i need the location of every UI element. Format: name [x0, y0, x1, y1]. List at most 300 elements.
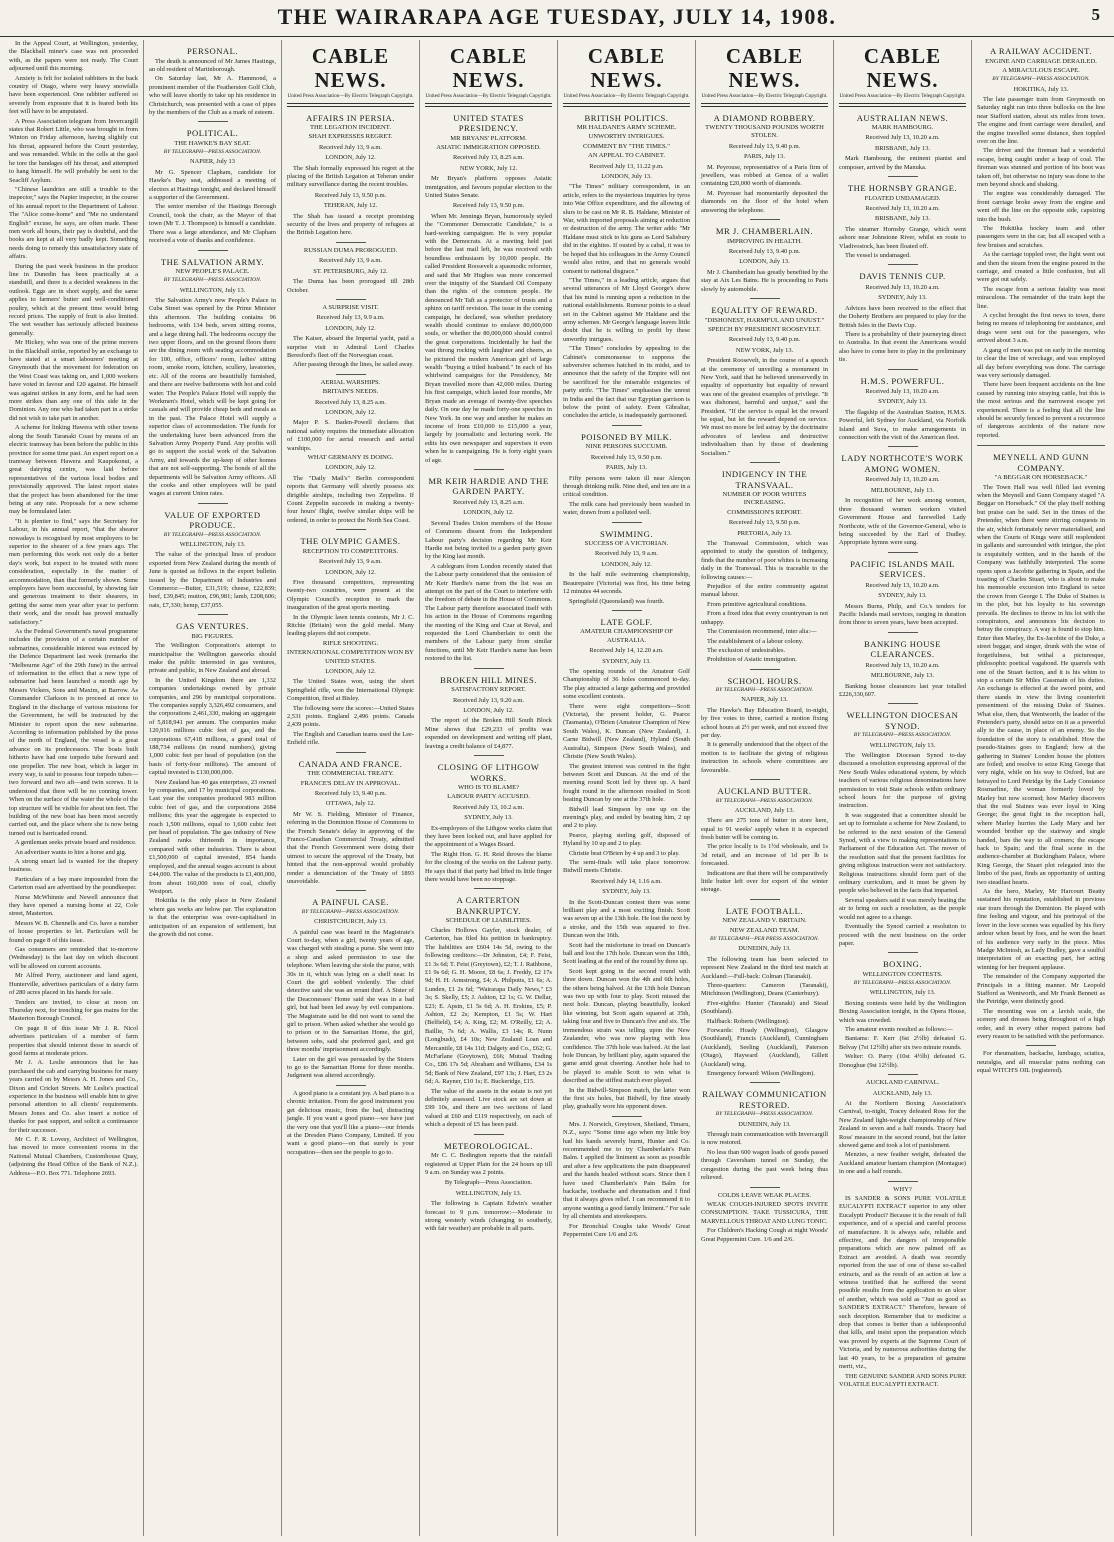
- article-divider: [888, 952, 918, 953]
- section-heading: CLOSING OF LITHGOW WORKS.: [437, 762, 540, 783]
- article-paragraph: M. Peyrouse had momentarily deposited the diamonds on the floor of the hotel when answering the telephone.: [701, 189, 828, 214]
- dateline: WELLINGTON, July 13.: [455, 1189, 522, 1197]
- article-divider: [612, 425, 642, 426]
- dateline: SYDNEY, July 13.: [878, 398, 927, 406]
- article-paragraph: The greatest interest was centred in the fight between Scott and Duncan. At the end of the morning round Scott led by three up. A hard fought round in the afternoon resulted in Scott beating Duncan by one at the 37th hole.: [563, 762, 690, 804]
- article-paragraph: The English and Canadian teams used the Lee-Enfield rifle.: [287, 730, 414, 747]
- dateline: NAPIER, July 13.: [741, 696, 788, 704]
- dateline: LONDON, July 12.: [325, 324, 376, 332]
- dateline: NEW YORK, July 12.: [459, 164, 518, 172]
- section-heading: BANKING HOUSE CLEARANCES.: [864, 638, 941, 660]
- article-paragraph: M. Peyrouse, representative of a Paris firm of jewellers, was robbed at Genoa of a wallet containing £20,000 worth of diamonds.: [701, 163, 828, 188]
- sub-heading: MR BRYANS' PLATFORM.: [450, 134, 527, 142]
- sub-heading: RIFLE SHOOTING.: [322, 639, 379, 647]
- article-divider: [612, 610, 642, 611]
- sub-heading: RECEPTION TO COMPETITORS.: [302, 547, 399, 555]
- section-heading: LADY NORTHCOTE'S WORK AMONG WOMEN.: [841, 453, 964, 474]
- article-divider: [336, 374, 366, 375]
- section-heading: H.M.S. POWERFUL.: [860, 375, 945, 386]
- article-paragraph: The senior member of the Hastings Borough Council, took the chair, as the Mayor of that town (Mr T. J. Thompson) is himself a candidate. There was a large attendance, and Mr Clapham received a vote of thanks and confidence.: [149, 203, 276, 245]
- sub-heading: RUSSIAN DUMA PROROGUED.: [303, 246, 398, 254]
- telegraph-credit: BY TELEGRAPH—PRESS ASSOCIATION.: [715, 687, 814, 694]
- section-heading: AUSTRALIAN NEWS.: [856, 112, 949, 123]
- article-paragraph: The Hawke's Bay Education Board, to-night, by five votes to three, carried a motion fixing school hours at 2½ per week, and not exceed five per day.: [701, 706, 828, 740]
- article-paragraph: As the carriage toppled over, the light went out and then the steam from the engine poured in the carriage, and created a little confusion, but all were got out safely.: [977, 251, 1105, 284]
- dateline: LONDON, July 13.: [601, 173, 652, 181]
- article-divider: [750, 669, 780, 670]
- dateline: Received July 13, 9.50 p.m.: [452, 202, 525, 210]
- article-paragraph: As the Federal Government's naval programme includes the provision of a certain number of submarines, considerable interest was evinced by the Defence Department last week (remarks the "Melbourne Age" of the 29th June) in the arrival of information to the effect that a new type of submarine had been launched a month ago by Messrs Vickers, Sons and Maxim, at Barrow. As Commander Clarkson is to proceed at once to England in the discharge of various missions for the Government, he will be instructed by the Minister to report upon the new submarine. According to information published by the press of the north of England, the vessel is a great advance on its predecessors. The boats built hitherto have had one torpedo tube forward and one propeller. The new boat, which is larger in every way, is said to possess four torpedo tubes—two forward and two aft—and twin screws. It is understood that there will be no conning tower. When on the surface of the water the whole of the top structure will be visible for about ten feet. The building of the new boat has been most secretly carried out, and the place where she is now being turned out is barricaded round.: [9, 628, 138, 837]
- section-heading: BOXING.: [882, 959, 923, 970]
- article-divider: [1026, 1045, 1056, 1046]
- double-rule: [701, 103, 828, 107]
- article-paragraph: The following team has been selected to represent New Zealand in the third test match at Auckland:—Full-back: Colman (Taranaki).: [701, 955, 828, 980]
- dateline: Received July 13, 10.20 a.m.: [865, 283, 940, 291]
- article-paragraph: The amateur events resulted as follows:—: [845, 1026, 953, 1034]
- article-paragraph: A Press Association telegram from Invercargill states that Robert Little, who was brought in from Winton on Friday afternoon, having slightly cut his throat, appeared before the Court yesterday, and was remanded. While in the cells at the gaol he tore the bandages off his throat, and attempted to hang himself. He will probably be sent to the Seacliff Asylum.: [9, 117, 138, 184]
- article-paragraph: After passing through the lines, he sailed away.: [293, 361, 414, 369]
- section-heading: MEYNELL AND GUNN COMPANY.: [993, 452, 1089, 473]
- article-divider: [336, 529, 366, 530]
- article-divider: [612, 522, 642, 523]
- article-paragraph: The exclusion of undesirables.: [707, 646, 786, 654]
- dateline: MELBOURNE, July 13.: [870, 486, 935, 494]
- article-divider: [977, 445, 1105, 446]
- double-rule: [839, 103, 966, 107]
- sub-heading: "DISHONEST, HARMFUL AND UNJUST.": [704, 316, 825, 324]
- telegraph-credit: BY TELEGRAPH—PRESS ASSOCIATION.: [163, 277, 262, 284]
- article-divider: [474, 469, 504, 470]
- cable-news-heading: CABLE NEWS.: [587, 44, 666, 92]
- article-paragraph: The Hokitika hockey team and other passengers were in the car, but all escaped with a few bruises and scratches.: [977, 225, 1105, 249]
- dateline: Received July 13, 9.9 a.m.: [316, 314, 385, 322]
- article-paragraph: The establishment of a labour colony.: [707, 637, 804, 645]
- dateline: Received July 14, 12.20 a.m.: [589, 647, 664, 655]
- article-paragraph: Bidwill lead Simpson by one up on the morning's play, and ended by beating him, 2 up and 2 to play.: [563, 805, 690, 830]
- section-heading: A RAILWAY ACCIDENT.: [990, 46, 1092, 56]
- dateline: AUCKLAND, July 13.: [734, 806, 795, 814]
- article-paragraph: In the United Kingdom there are 1,332 companies undertakings owned by private companies, and 296 by municipal corporations. The companies supply 3,326,492 consumers, and the corporations 2,461,330, making an aggregate of 5,818,941 per annum. The companies make 120,916 millions cubic feet of gas, and the corporations 67,418 millions, a grand total of 188,734 millions (in round numbers), giving 1,000 cubic feet per head of population (on the basis of forty-four millions). The amount of capital invested is £130,000,000.: [149, 676, 276, 777]
- article-paragraph: Banking house clearances last year totalled £226,330,607.: [839, 682, 966, 698]
- section-heading: VALUE OF EXPORTED PRODUCE.: [164, 509, 261, 531]
- article-paragraph: "It is plentier to find," says the Secretary for Labour, in his annual report, "that the shearer nowadays is recognised by most employers to be superior to the shearer of a few years ago. The men performing this work not only do a better day's work, but expect to be treated with more consideration, especially in the matter of accommodation, than that formerly shown. Some employers have been successful, by showing fair and generous treatment to their shearers, in getting the same men year after year to perform their work, and the result has proved mutually satisfactory.": [9, 517, 138, 626]
- article-paragraph: No less than 600 wagon loads of goods passed through Caversham tunnel on Sunday, the congestion during the past week being thus relieved.: [701, 1148, 828, 1182]
- article-paragraph: Mr W. S. Fielding, Minister of Finance, referring in the Dominion House of Commons to the French Senate's delay in approving of the Franco-Canadian Commercial Treaty, admitted that the French Government were doing their utmost to secure the approval of the Treaty, but hinted that the non-approval would probably render a denunciation of the Treaty of 1893 unavoidable.: [287, 810, 414, 886]
- section-heading: DAVIS TENNIS CUP.: [859, 271, 946, 282]
- article-paragraph: "Chinese laundries are still a trouble to the inspector," says the Napier inspector, in the course of his annual report to the Department of Labour. The "Alice come-home" and "Me no understand English" excuse, he says, are often made. These men work all hours, their pay is doubtful, and the books are kept at all very badly kept. Something needs doing to remedy this unsatisfactory state of affairs.: [9, 185, 138, 261]
- article-divider: [474, 888, 504, 889]
- article-paragraph: For Children's Hacking Cough at night Woods' Great Peppermint Cure. 1/6 and 2/6.: [701, 1227, 828, 1243]
- press-credit-line: United Press Association—By Electric Telegraph Copyright.: [287, 93, 414, 99]
- dateline: Received July 13, 9.50 p.m.: [314, 191, 387, 199]
- article-paragraph: Fifty persons were taken ill near Alençon through drinking milk. Nine died, and ten are in a critical condition.: [563, 474, 690, 499]
- article-paragraph: From primitive agricultural conditions.: [707, 600, 807, 608]
- article-paragraph: The "Daily Mail's" Berlin correspondent reports that Germany will shortly possess six dirigible airships, including two Zeppelins. If Count Zeppelin succeeds in making a twenty-four hours' flight, twelve similar ships will be ordered, in order to protect the North Sea Coast.: [287, 474, 414, 524]
- dateline: Received July 13, 11.22 p.m.: [589, 162, 664, 170]
- dateline: WELLINGTON, July 13.: [869, 741, 936, 749]
- article-paragraph: In the Appeal Court, at Wellington, yesterday, the Blackball miner's case was not proceeded with, as the papers were not ready. The Court adjourned until this morning.: [9, 40, 138, 73]
- article-paragraph: The opening rounds of the Amateur Golf Championship of 36 holes commenced to-day. The play attracted a large gathering and provided some excellent contests.: [563, 668, 690, 701]
- article-divider: [750, 1082, 780, 1083]
- article-divider: [888, 703, 918, 704]
- article-paragraph: Scott had the misfortune to tread on Duncan's ball and lost the 17th hole. Duncan won the 18th, Scott leading at the end of the round by three up.: [563, 941, 690, 966]
- news-column-5: [558, 40, 696, 1536]
- sub-heading: NUMBER OF POOR WHITES INCREASING.: [722, 491, 807, 507]
- article-paragraph: There have been frequent accidents on the line caused by running into straying cattle, but this is the most serious and the narrowest escape yet experienced. There is a feeling that all the line should be securely fenced to prevent a recurrence of dangerous accidents of the nature now reported.: [977, 381, 1105, 439]
- dateline: PRETORIA, July 13.: [737, 529, 792, 537]
- sub-heading: THE COMMERCIAL TREATY.: [307, 770, 394, 778]
- double-rule: [287, 103, 414, 107]
- article-paragraph: Later on the girl was persuaded by the Sisters to go to the Samaritan Home for three months. Judgment was altered accordingly.: [287, 1055, 414, 1080]
- dateline: Received July 13, 9.50 p.m.: [728, 519, 801, 527]
- dateline: Received July 13, 10.20 a.m.: [865, 581, 940, 589]
- section-heading: WELLINGTON DIOCESAN SYNOD.: [846, 710, 959, 731]
- article-paragraph: Several Trades Union members of the House of Commons dissent from the Independent Labour party's decision regarding Mr Keir Hardie not being invited to a garden party given by the King last month.: [425, 519, 552, 561]
- section-heading: A DIAMOND ROBBERY.: [713, 112, 816, 123]
- article-paragraph: A gentleman seeks private board and residence.: [15, 839, 137, 847]
- section-heading: INDIGENCY IN THE TRANSVAAL.: [721, 469, 808, 490]
- dateline: Received July 13, 8.25 a.m.: [453, 154, 524, 162]
- article-paragraph: A scheme for linking Hawera with other towns along the South Taranaki Coast by means of an electric tramway has been before the public in this province for some time past. An expert report on a tramway between Hawera and Kaupokonui, a great dairying centre, was laid before representatives of the various local bodies and provisionally approved. The latest report states that the project has been abandoned for the time being at any rate. Proposals for a new scheme may be formulated later.: [9, 424, 138, 516]
- dateline: Received July 13, 10.20 a.m.: [865, 476, 940, 484]
- dateline: DUNEDIN, July 13.: [738, 1120, 791, 1128]
- article-paragraph: The following is Captain Edwin's weather forecast to 9 p.m. tomorrow:—Moderate to strong westerly winds (changing to southerly, with fair weather) are probable in all parts.: [425, 1200, 552, 1233]
- sub-heading: "A BEGGAR ON HORSEBACK.": [994, 474, 1088, 482]
- dateline: SYDNEY, July 13.: [602, 657, 651, 665]
- sub-heading: WHY?: [893, 1185, 912, 1193]
- article-paragraph: Through train communication with Invercargill is now restored.: [701, 1131, 828, 1147]
- section-heading: MR J. CHAMBERLAIN.: [715, 226, 814, 237]
- article-paragraph: The report of the Broken Hill South Block Mine shows that £29,233 of profits was expended on development and writing off plant, leaving a credit balance of £4,877.: [425, 717, 552, 750]
- section-heading: CANADA AND FRANCE.: [298, 758, 403, 769]
- article-paragraph: Messrs Burns, Philp, and Co.'s tenders for Pacific Islands mail services, ranging in duration from three to seven years, have been accepted.: [839, 602, 966, 627]
- article-divider: [888, 552, 918, 553]
- sub-heading: WELLINGTON CONTESTS.: [862, 970, 943, 978]
- article-paragraph: New Zealand has 40 gas enterprises, 23 owned by companies, and 17 by municipal corporations. Last year the companies produced 983 million cubic feet of gas, and the corporations 2684 millions; this year the aggregate is expected to reach 1,500 millions, equal to 1,600 cubic feet per head of population. The gas industry of New Zealand ranks thirteenth in importance, compared with other industries. There is about £1,500,000 of capital invested, 854 hands employed, and the annual wages account is about £44,000. The value of the products is £1,400,000, from about 160,000 tons of coal, chiefly Westport.: [149, 778, 276, 895]
- article-paragraph: Three-quarters: Cameron (Taranaki), Mitchinson (Wellington), Deans (Canterbury).: [701, 981, 828, 998]
- article-divider: [888, 446, 918, 447]
- dateline: Received July 13, 8.25 a.m.: [453, 498, 524, 506]
- news-column-4: [420, 40, 558, 1536]
- article-paragraph: Mr Alfred Perry, auctioneer and land agent, Hunterville, advertises particulars of a dairy farm of 280 acres placed in his hands for sale.: [9, 972, 138, 997]
- sub-heading: COLDS LEAVE WEAK PLACES.: [717, 1191, 812, 1199]
- article-paragraph: Mr J. Chamberlain has greatly benefited by the stay at Aix Les Bains. He is proceeding to Paris slowly by automobile.: [701, 268, 828, 293]
- article-paragraph: "The Times" concludes by appealing to the Cabinet's commonsense to suppress the subversive schemes hatched in its midst, and to announce that the safety of the Empire will not be sacrificed for the miserable exigencies of party strife. "The Times" emphasises the unrest in India and the fact that our Egyptian garrison is below the point of safety. Even Gibraltar, concludes the article, is inadequately garrisoned.: [563, 345, 690, 420]
- article-paragraph: Messrs W. B. Chennells and Co. have a number of house properties to let. Particulars will be found on page 8 of this issue.: [9, 919, 138, 944]
- article-divider: [750, 899, 780, 900]
- section-heading: LATE GOLF.: [600, 616, 653, 627]
- section-heading: THE HORNSBY GRANGE.: [847, 183, 958, 194]
- article-paragraph: "The Times," in a leading article, argues that several utterances of Mr Lloyd George's show that his mind is running upon a reduction in the national establishments. Rumour points to a dead set in the Cabinet against Mr Haldane and the army schemes. Mr George's language leaves little doubt that he is willing to profit by these unworthy intrigues.: [563, 276, 690, 343]
- article-paragraph: Forwards: Hoady (Wellington), Glasgow (Southland), Francis (Auckland), Cunningham (Auckland), Seeling (Auckland), Paterson (Otago), Hayward (Auckland), Gillett (Auckland) wing.: [701, 1027, 828, 1068]
- dateline: WELLINGTON, July 13.: [179, 286, 246, 294]
- article-paragraph: Advices have been received to the effect that the Doherty Brothers are prepared to play for the British Isles in the Davis Cup.: [839, 304, 966, 329]
- article-paragraph: In the Scott-Duncan contest there was some brilliant play and a most exciting finish. Scott was seven up at the 13th hole. He lost the next by a stroke, and the 15th was squared to five. Duncan won the 16th.: [563, 898, 690, 940]
- dateline: SYDNEY, July 13.: [464, 814, 513, 822]
- telegraph-credit: BY TELEGRAPH—PRESS ASSOCIATION.: [715, 1111, 814, 1118]
- section-heading: AFFAIRS IN PERSIA.: [306, 112, 395, 123]
- dateline: ST. PETERSBURG, July 12.: [313, 267, 388, 275]
- sub-heading: A SURPRISE VISIT.: [322, 303, 379, 311]
- article-paragraph: Boxing contests were held by the Wellington Boxing Association tonight, in the Opera House, which was crowded.: [839, 999, 966, 1024]
- sub-heading: ASIATIC IMMIGRATION OPPOSED.: [436, 143, 541, 151]
- article-paragraph: On page 8 of this issue Mr J. R. Nicol advertises particulars of a number of farm properties that should interest those in search of good farms at moderate prices.: [9, 1024, 138, 1057]
- sub-heading: TWENTY THOUSAND POUNDS WORTH STOLEN.: [705, 124, 824, 140]
- sub-heading: THE LEGATION INCIDENT.: [310, 124, 391, 131]
- section-heading: PERSONAL.: [186, 46, 239, 56]
- article-paragraph: Mr J. A. Leslie announces that he has purchased the cab and carrying business for many years carried on by Messrs A. H. Jones and Co., Dixon and Cricket Streets. Mr Leslie's practical experience in the business will enable him to give personal attention to all clients' requirements. Messrs Jones and Co. also insert a notice of thanks for past support, and solicit a continuance for their successor.: [9, 1059, 138, 1134]
- article-paragraph: It was suggested that a committee should be set up to formulate a scheme for New Zealand, to be referred to the next session of the General Synod, with a view to making representations to Parliament of the Education Act. The mover of the resolution said that the present facilities for giving religious instruction were not satisfactory. Religious instructions should form part of the ordinary curriculum, and it must be given by people who believed in the facts that imparted.: [839, 811, 966, 895]
- article-paragraph: The Town Hall was well filled last evening when the Meynell and Gunn Company staged "A Beggar on Horseback." Of the play itself nothing but praise can be said. Set in the times of the Pretender, when there were stirring conquests in the air, which fortunately never materialised, and when the Courts of Kings were still resplendent in gallants and surrounded with intrigue, the plot is exquisitely written, and in the hands of the Company was faithfully interpreted. The scene opens upon a Jacobite gathering in Spain, and the toasting of Charles Stuart, who is about to make his memorable excursion into England to seize the crown from George I. The Duke of Staines is in the plot, but his loyalty to his sovereign prevails. He declines to throw in his lot with the conspirators, and announces his decision to betray the conspiracy. A way is found to stop him. Enter then Marley, the Ex-Jacobite of the Duke, a street beggar, and singer, drunk with the wine of forgetfulness, but withal a picturesque, philosophic poetical vagabond. He quarrels with one of the Stuart faction, and it is his whim to stop a certain Sir Miles Cassmain of his duties. An exchange is effected at the sword point, and there stands in view the living counterfeit presentment of the missing Duke of Staines. What else, then, that Wentworth, the leader of the Pretender's party, should seize on it as a powerful ally to the cause, in place of an enemy. So the foundation of the story is established. How the pseudo-Staines goes to England; how at the gathering in Staines' London house the plotters are foiled; and resolve to seize King George that very night, while on his way to Oxford, but are betrayed to Lord Petridge by the Lady Constance Rosmarline, the woman formerly loved by Marley but now scorned; how Marley discovers that the real Staines was ever loyal to King George; the great fight in the reception hall, where Marley hurries the Lady Mary and her wounded brother up the stairway and single handed, bars the way to all comers; the escape back to Spain; and the final scene in the audience-chamber at Buckingham Palace, where King George, the Stuart plot relegated into the limbo of the past, finds an opportunity of uniting two steadfast hearts.: [977, 483, 1105, 886]
- article-paragraph: Prohibition of Asiatic immigration.: [707, 656, 797, 664]
- sub-heading: LABOUR PARTY ACCUSED.: [447, 793, 530, 801]
- sub-heading: UNWORTHY INTRIGUES.: [588, 133, 665, 141]
- section-heading: UNITED STATES PRESIDENCY.: [453, 112, 524, 133]
- sub-heading: SPEECH BY PRESIDENT ROOSEVELT.: [708, 325, 821, 333]
- article-paragraph: As the hero, Marley, Mr Harcourt Beatty sustained his reputation, established in previous star tours through the Dominion. He played with fine feeling and vigour, and his portrayal of the lover in the love scenes was equalled by his fiery ardour when beset by foes, and he won the heart of his audience very early in the piece. Miss Madge McIntosh, as Lady Dudley, gave a soulful interpretation of an exacting part, her acting winning for her frequent applause.: [977, 888, 1105, 971]
- article-paragraph: In the Olympic lawn tennis contests, Mr J. C. Ritchie (Britain) won the gold medal. Many leading players did not compete.: [287, 613, 414, 638]
- newspaper-columns: [4, 40, 1110, 1536]
- sub-heading: COMMISSION'S REPORT.: [727, 508, 802, 516]
- telegraph-credit: BY TELEGRAPH—PRESS ASSOCIATION.: [853, 980, 952, 987]
- article-divider: [198, 250, 228, 251]
- dateline: Received July 13, 9 a.m.: [318, 143, 382, 151]
- article-paragraph: THE GENUINE SANDER AND SONS PURE VOLATILE EUCALYPTI EXTRACT.: [839, 1372, 966, 1388]
- press-credit-line: United Press Association—By Electric Telegraph Copyright.: [425, 93, 552, 99]
- sub-heading: A MIRACULOUS ESCAPE.: [1002, 66, 1080, 74]
- dateline: PARIS, July 13.: [606, 464, 647, 472]
- section-heading: METEOROLOGICAL.: [444, 1140, 533, 1151]
- news-column-7: [834, 40, 972, 1536]
- section-heading: A CARTERTON BANKRUPTCY.: [456, 895, 521, 916]
- article-paragraph: The vessel is undamaged.: [845, 251, 911, 259]
- dateline: CHRISTCHURCH, July 13.: [314, 918, 387, 926]
- article-paragraph: The value of the assets in the estate is not yet definitely assessed. Live stock are set down at £99 10s, and there are two sections of land valued at £60 and £119 respectively, on each of which a deposit of £5 has been paid.: [425, 1087, 552, 1129]
- article-divider: [888, 176, 918, 177]
- article-paragraph: The value of the principal lines of produce exported from New Zealand during the month of June is quoted as follows in the export bulletin issued by the Department of Industries and Commerce:—Butter, £31,519; cheese, £22,839; beef, £39,845; mutton, £96,981; lamb, £208,606; oats, £7,330; hemp, £37,055.: [149, 551, 276, 609]
- article-paragraph: Particulars of a bay mare impounded from the Carterton road are advertised by the poundkeeper.: [9, 875, 138, 892]
- sub-heading: SATISFACTORY REPORT.: [451, 686, 526, 694]
- article-paragraph: A strong smart lad is wanted for the drapery business.: [9, 858, 138, 874]
- section-heading: GAS VENTURES.: [176, 621, 249, 632]
- article-paragraph: During the past week business in the produce line in Dunedin has been practically at a standstill, and there is a decided weakness in the outlook. Eggs are in short supply, and the same applies to farmers' butter and well-conditioned poultry, which at the present time would bring record prices. The supply of fruit is also limited. The wet weather has seriously affected business generally.: [9, 262, 138, 337]
- dateline: Received July 13, 8.25 a.m.: [315, 398, 386, 406]
- article-paragraph: When Mr. Jennings Bryan, humorously styled the "Commoner Democratic Candidate," is a hard-working campaigner. He is very popular with the Democrats. At a meeting held just before the last mail left, he was received with boundless enthusiasm by 10,000 people. He called President Roosevelt a spasmodic reformer, and said that Mr Hughes was more concerned over the iniquity of the Standard Oil Company than the rights of the common people. He denounced Mr Taft as a protector of trusts and a sphinx on tariff revision. The issue in the coming campaign, he declared, was whether predatory wealth should continue to enslave 80,000,000 souls, or whether the 80,000,000 should control the great corporations. Incidentally he had the vast throng rocking with laughter and cheers, as he pictured the modern American girl of large wealth "buying a titled husband." In each of his whirlwind campaigns for the Presidency, Mr Bryan travelled more than 42,000 miles. During his first campaign, which lasted four months, Mr Bryan made an average of twenty-five speeches daily. On one day he made forty-one speeches in New York. In one way and another he makes an income of from £10,000 to £15,000 a year, largely by journalistic and lecturing work. He edits his own newspaper and supervises it even when he is campaigning. He is forty eight years of age.: [425, 212, 552, 464]
- article-paragraph: The death is announced of Mr James Hastings, an old resident of Martinborough.: [149, 57, 276, 73]
- dateline: LONDON, July 12.: [463, 509, 514, 517]
- article-paragraph: The escape from a serious fatality was most miraculous. The remainder of the train kept the line.: [977, 285, 1105, 310]
- press-credit-line: United Press Association—By Electric Telegraph Copyright.: [839, 93, 966, 99]
- section-heading: LATE FOOTBALL.: [725, 905, 804, 916]
- article-paragraph: The mounting was on a lavish scale, the scenery and dresses being throughout of a high order, and in every other respect patrons had every reason to be satisfied with the performance.: [977, 1007, 1105, 1040]
- press-credit-line: United Press Association—By Electric Telegraph Copyright.: [701, 93, 828, 99]
- dateline: Received July 13, 9.20 a.m.: [453, 696, 524, 704]
- dateline: OTTAWA, July 12.: [325, 800, 376, 808]
- article-paragraph: "The Times" military correspondent, in an article, refers to the mysterious inquiries by tyros into War Office expenditure, and the allowing of slurs to be cast on Mr R. B. Haldane, Minister of War, with imported proposals aiming at reduction or destruction of the army. The writer adds: "Mr Haldane must stick to his guns as Lord Salisbury did in the eighties. If ousted by a cabal, it was to be hoped that his colleagues in the Army Council would also retire, and that no generals would consent to national disgrace.": [563, 183, 690, 275]
- sub-heading: SUCCESS OF A VICTORIAN.: [584, 540, 669, 548]
- sub-heading: THE HAWKE'S BAY SEAT.: [174, 139, 251, 147]
- article-paragraph: Five-eighths: Hunter (Taranaki) and Stead (Southland).: [701, 999, 828, 1016]
- article-paragraph: The remainder of the Company supported the Principals in a fitting manner. Mr Leopold Stafford as Wentworth, and Mr Frank Bennett as the Petridge, were distinctly good.: [977, 973, 1105, 1006]
- dateline: LONDON, July 12.: [325, 568, 376, 576]
- dateline: By Telegraph—Press Association.: [444, 1179, 533, 1187]
- dateline: HOKITIKA, July 13.: [1013, 85, 1069, 93]
- dateline: Received July 13, 9.50 p.m.: [590, 453, 663, 461]
- article-divider: [198, 121, 228, 122]
- dateline: Received July 13, 10.20 a.m.: [865, 661, 940, 669]
- article-paragraph: Springfield (Queensland) was fourth.: [569, 597, 665, 605]
- article-divider: [474, 755, 504, 756]
- article-paragraph: The Commission recommend, inter alia:—: [707, 628, 817, 636]
- dateline: Received July 13, 9.40 p.m.: [728, 142, 801, 150]
- telegraph-credit: BY TELEGRAPH—PRESS ASSOCIATION.: [992, 76, 1090, 83]
- article-divider: [336, 890, 366, 891]
- article-divider: [336, 1085, 366, 1086]
- telegraph-credit: BY TELEGRAPH—PRESS ASSOCIATION.: [301, 908, 400, 915]
- sub-heading: MARK HAMBOURG.: [871, 124, 934, 131]
- section-heading: POISONED BY MILK.: [580, 431, 673, 442]
- article-paragraph: The Wellington Corporation's attempt to municipalise the Wellington gasworks should make the public interested in gas ventures, private and public, in New Zealand and abroad.: [149, 642, 276, 675]
- article-divider: [888, 632, 918, 633]
- dateline: Received July 13, 9 a.m.: [318, 558, 382, 566]
- article-paragraph: For rheumatism, backache, lumbago, sciatica, neuralgia, and all muscular pains nothing can equal WITCH'S OIL (registered).: [977, 1050, 1105, 1075]
- cable-news-heading: CABLE NEWS.: [311, 44, 390, 92]
- dateline: Received July 13, 9.40 p.m.: [728, 336, 801, 344]
- section-heading: POLITICAL.: [186, 128, 239, 139]
- dateline: Received July 13, 10.20 a.m.: [865, 134, 940, 142]
- article-paragraph: A cablegram from London recently stated that the Labour party considered that the omission of Mr Keir Hardie's name from the list was an attempt on the part of the Court to interfere with the freedom of debate in the House of Commons. The Labour party therefore associated itself with his action in the House of Commons regarding the meeting of the King and Czar at Reval, and requested the Lord Chamberlain to omit the members of the Labour party from similar functions, until Mr Keir Hardie's name has been restored to the list.: [425, 562, 552, 663]
- press-credit-line: United Press Association—By Electric Telegraph Copyright.: [563, 93, 690, 99]
- section-heading: RAILWAY COMMUNICATION RESTORED.: [702, 1089, 827, 1110]
- article-paragraph: The flagship of the Australian Station, H.M.S. Powerful, left Sydney for Auckland, via Norfolk Island and Suva, to make arrangements in connection with the visit of the American fleet.: [839, 408, 966, 442]
- article-paragraph: The late passenger train from Greymouth on Saturday night ran into three bullocks on the line near Stafford station, about six miles from town. The engine and front carriage were derailed, and the engine travelled some distance, then toppled over on the line.: [977, 95, 1105, 145]
- sub-heading: COMMENT BY "THE TIMES.": [583, 142, 670, 150]
- dateline: MELBOURNE, July 13.: [870, 672, 935, 680]
- sub-heading: ENGINE AND CARRIAGE DERAILED.: [985, 57, 1097, 65]
- article-paragraph: The driver and the fireman had a wonderful escape, being caught under a heap of coal. The fireman was stunned and portion of his boot was taken off, but otherwise no injury was done to the men beyond shock and shaking.: [977, 147, 1105, 188]
- telegraph-credit: BY TELEGRAPH—PRESS ASSOCIATION.: [853, 732, 952, 739]
- article-paragraph: Indications are that there will be comparatively little butter left over for export of the winter storage.: [701, 869, 828, 894]
- news-column-1: [4, 40, 144, 1536]
- sub-heading: AERIAL WARSHIPS.: [320, 378, 381, 386]
- article-paragraph: In the Bidwill-Simpson match, the latter won the first six holes, but Bidwill, by fine steady play, gradually wore his opponent down.: [563, 1086, 690, 1111]
- dateline: NEW YORK, July 13.: [735, 346, 794, 354]
- article-paragraph: Charles Hollows Gayfer, stock dealer, of Carterton, has filed his petition in bankruptcy. The liabilities are £604 14s 5d, owing to the following creditors:—Dr Johnston, £4; F. Feist, £1 3s 6d; T. Feist (Greytown), £2; T. J. Rathbone, £1 9s 6d; G. H. Moore, £8 6s; J. Freddy, £2 17s 9d; H. H. Armstrong, £4; A. Philpotts, £1 6s; A. Lunden, £1 2s 6d; "Wairarapa Daily News," £3 3s; S. Skelly, £5; J. Ashton, £2 1s; G. W. Dellar, £23; E. Apsin, £1 5s 6d; A. H. Erskins, £5; P. Ashton, £2 2s; Kempton, £1 5s; W. Hart (Belfield), £4; A. King, £2; M. O'Reilly, £2; A. Baillie, 7s 6d; A. Wallis, £3 14s; R. Nunn (Longbush), £4 10s; New Zealand Loan and Mercantile, £8 14s 11d; Dalgety and Co., £62; G. McFarlane (Greytown), £66; Mutual Trading Co., £86 17s 5d; Abraham and Williams, £34 1s 5d; Bank of New Zealand, £97 13s; J. Hart, £3 2s 6d; A. Rayner, £10 1s; E. Buckeridge, £15.: [425, 926, 552, 1086]
- article-divider: [888, 369, 918, 370]
- sub-heading: SHAH EXPRESSES REGRET.: [308, 133, 393, 141]
- sub-heading: NEW ZEALAND TEAM.: [729, 926, 800, 934]
- article-paragraph: The engine was considerably damaged. The front carriage broke away from the engine and went off the line on the opposite side, capsizing into the bush.: [977, 190, 1105, 223]
- newspaper-title: THE WAIRARAPA AGE TUESDAY, JULY 14, 1908.: [277, 4, 837, 29]
- dateline: LONDON, July 12.: [325, 464, 376, 472]
- article-paragraph: There were eight competitors—Scott (Victoria), the present holder, G. Pearce (Tasmania), O'Brien (Amateur Champion of New South Wales), K. Duncan (New Zealand), J. Carne Bidwill (New Zealand), Hyland (South Australia), Simpson (New South Wales), and Christie (New South Wales).: [563, 702, 690, 761]
- dateline: BRISBANE, July 13.: [874, 144, 931, 152]
- news-column-6: [696, 40, 834, 1536]
- article-paragraph: The Kaiser, aboard the Imperial yacht, paid a surprise visit to Admiral Lord Charles Beresford's fleet off the Norwegian coast.: [287, 335, 414, 359]
- article-paragraph: Five thousand competitors, representing twenty-two countries, were present at the Olympic Council's reception to mark the inauguration of the great sports meeting.: [287, 578, 414, 612]
- double-rule: [563, 103, 690, 107]
- article-divider: [750, 779, 780, 780]
- sub-heading: WHO IS TO BLAME?: [457, 784, 520, 791]
- cable-news-heading: CABLE NEWS.: [725, 44, 804, 92]
- dateline: Received July 13, 10.20 a.m.: [865, 388, 940, 396]
- article-paragraph: There are 275 tons of butter in store here, equal to 91 weeks' supply when it is expected fresh butter will be coming in.: [701, 817, 828, 841]
- sub-heading: FRANCE'S DELAY IN APPROVAL.: [300, 779, 401, 787]
- article-paragraph: The semi-finals will take place tomorrow. Bidwill meets Christie.: [563, 858, 690, 875]
- article-paragraph: Mr C. F. R. Lovesy, Architect of Wellington, has moved to more convenient rooms in the National Mutual Chambers, Customhouse Quay, (adjoining the Head Office of the Bank of N.Z.). Address—P.O. Box 771. Telephone 2693.: [9, 1136, 138, 1177]
- article-paragraph: The United States won, using the short Springfield rifle, won the International Olympic Competition, fired at Bisley.: [287, 678, 414, 703]
- dateline: Received July 13, 9.40 p.m.: [728, 247, 801, 255]
- sub-heading: AUCKLAND CARNIVAL.: [865, 1079, 940, 1087]
- article-paragraph: Tenders are invited, to close at noon on Thursday next, for trenching for gas mains for the Masterton Borough Council.: [9, 998, 138, 1023]
- article-paragraph: The steamer Hornsby Grange, which went ashore near Johnstone River, whilst en route to Vladivostock, has been floated off.: [839, 225, 966, 250]
- article-paragraph: A painful case was heard in the Magistrate's Court to-day, when a girl, twenty years of age, was charged with stealing a purse. She went into a shop and asked permission to use the telephone. When leaving she stole the purse, with 30s in it, which was lying on a shelf near. In Court the girl sobbed violently. The chief detective said she was an errant thief. A Sister of the Deaconesses' Home said she was in a bad girl, but had been led away by evil companions. The Magistrate said he did not want to send the girl to prison. When asked whether she would go to prison or to the Samaritan Home, the girl, between sobs, said she preferred gaol, and got three months' imprisonment accordingly.: [287, 928, 414, 1054]
- dateline: SYDNEY, July 13.: [878, 592, 927, 600]
- article-paragraph: The Shah formally expressed his regret at the placing of the British Legation at Teheran under military surveillance during the recent troubles.: [287, 164, 414, 189]
- telegraph-credit: BY TELEGRAPH—PER PRESS ASSOCIATION.: [709, 936, 820, 943]
- dateline: AUCKLAND, July 13.: [872, 1089, 933, 1097]
- section-heading: A PAINFUL CASE.: [312, 897, 389, 908]
- news-column-3: [282, 40, 420, 1536]
- article-paragraph: Mark Hambourg, the eminent pianist and composer, arrived by the Manuka.: [839, 155, 966, 171]
- dateline: WELLINGTON, July 13.: [179, 540, 246, 548]
- section-heading: BRITISH POLITICS.: [584, 112, 669, 123]
- double-rule: [425, 103, 552, 107]
- article-paragraph: A good piano is a constant joy. A bad piano is a chronic irritation. From the good instrument you get delicious music, from the bad, distracting jangle. If you want a good piano—we have just the very one that you'll like a piano—our friends at the Dresden Piano Company, Limited. If you want a good piano—on that surely is your occupation—then see the people to go to.: [287, 1089, 414, 1156]
- sub-heading: BRITAIN'S NEEDS.: [322, 388, 379, 396]
- article-paragraph: WEAK COUGH-INJURED SPOTS INVITE CONSUMPTION. TAKE TUSSICURA, THE MARVELLOUS THROAT AND LUNG TONIC.: [701, 1200, 828, 1225]
- masthead: [0, 0, 1114, 37]
- article-paragraph: A gang of men was put on early in the morning to clear the line of wreckage, and was employed all day before everything was done. The carriage was very seriously damaged.: [977, 346, 1105, 379]
- article-paragraph: Menzies, a new feather weight, defeated the Auckland amateur bantam champion (Montague) in one and a half rounds.: [839, 1151, 966, 1176]
- article-paragraph: Scott kept going in the second round with three down. Duncan won the 4th and 6th holes, the others being halved. At the 13th hole Duncan was two up with four to play. Scott missed the next hole. Duncan, playing beautifully, looked like winning, but Scott again squared at 35th, taking four and five to Duncan's five and six. The tremendous strain was telling upon the New Zealander, who was now playing with less confidence. The 37th hole was halved. At the last hole Duncan, by brilliant play, again squared the game amid great cheering. Another hole had to be played to enable Scott to win what is described as the stiffest match ever played.: [563, 967, 690, 1085]
- section-heading: AUCKLAND BUTTER.: [717, 786, 812, 797]
- dateline: LONDON, July 12.: [463, 706, 514, 714]
- dateline: LONDON, July 12.: [601, 560, 652, 568]
- article-divider: [888, 1181, 918, 1182]
- article-paragraph: Eventually the Synod carried a resolution to proceed with the next business on the order paper.: [839, 923, 966, 947]
- article-paragraph: Major P. S. Baden-Powell declares that national safety requires the immediate allocation of £100,000 for aerial research and aerial warships.: [287, 419, 414, 452]
- article-paragraph: Gas consumers are reminded that to-morrow (Wednesday) is the last day on which discount will be allowed on current accounts.: [9, 946, 138, 970]
- cable-news-heading: CABLE NEWS.: [863, 44, 942, 92]
- dateline: Received July 13, 9 a.m.: [318, 257, 382, 265]
- section-heading: THE SALVATION ARMY.: [160, 256, 265, 267]
- telegraph-credit: BY TELEGRAPH—PRESS ASSOCIATION.: [163, 531, 262, 538]
- article-paragraph: There is a probability of their journeying direct to Australia. In that event the Americans would also have to come here to play in the preliminary tie.: [839, 330, 966, 364]
- article-divider: [888, 1074, 918, 1075]
- sub-heading: IMPROVING IN HEALTH.: [726, 237, 803, 245]
- article-divider: [336, 242, 366, 243]
- dateline: LONDON, July 12.: [325, 408, 376, 416]
- article-divider: [336, 299, 366, 300]
- article-paragraph: Emergency forward: Wilson (Wellington).: [707, 1070, 815, 1078]
- sub-heading: MR HALDANE'S ARMY SCHEME.: [576, 124, 677, 131]
- article-paragraph: Mr C. C. Bodington reports that the rainfall registered at Upper Plain for the 24 hours up till 9 a.m. on Sunday was 2 points.: [425, 1152, 552, 1176]
- sub-heading: AN APPEAL TO CABINET.: [587, 152, 666, 160]
- sub-heading: WHAT GERMANY IS DOING.: [307, 454, 394, 461]
- article-divider: [474, 668, 504, 669]
- sub-heading: FLOATED UNDAMAGED.: [864, 194, 941, 202]
- sub-heading: INTERNATIONAL COMPETITION WON BY UNITED STATES.: [287, 649, 414, 665]
- sub-heading: BIG FIGURES.: [191, 632, 234, 640]
- article-paragraph: The Salvation Army's new People's Palace in Cuba Street was opened by the Prime Minister this afternoon. The building contains 96 bedrooms, with 134 beds, seven sitting rooms, and a large dining hall. The bedrooms occupy the two upper floors, and on the ground floors there are the dining room with seating accommodation for 100, office, officers' room, ladies' sitting room, smoke room, kitchen, scullery, lavatories, etc. All of the rooms are beautifully furnished, and there are twelve bathrooms with hot and cold water. The People's Palace Hotel will supply the Workmen's Hotel, which will be kept going for casuals and will provide cheap beds and meals as in the past. The Palace Hotel will supply a superior class of accommodation. The funds for the undertaking have been advanced from the Salvation Army Property Fund. Any profits will go to support the social work of the Salvation Army, and towards the up-keep of other homes that are not self-supporting. The bonds of all the departments will be Salvation Army officers. All the cooks and other employees will be paid wages at current Union rates.: [149, 297, 276, 498]
- sub-heading: SCHEDULE OF LIABILITIES.: [445, 917, 532, 925]
- article-divider: [888, 264, 918, 265]
- article-paragraph: Prejudice of the entire community against manual labour.: [701, 583, 828, 599]
- article-paragraph: Halfback: Roberts (Wellington).: [707, 1017, 790, 1025]
- article-paragraph: The Wellington Diocesan Synod to-day discussed a resolution expressing approval of the New South Wales educational system, by which teachers of various religious denominations have permission to visit State schools within ordinary school hours for the purpose of giving instruction.: [839, 751, 966, 810]
- article-paragraph: The Right Hon. G. H. Reid throws the blame for the closing of the works on the Labour party. He says that if that party had lifted its little finger there would have been no stoppage.: [425, 850, 552, 884]
